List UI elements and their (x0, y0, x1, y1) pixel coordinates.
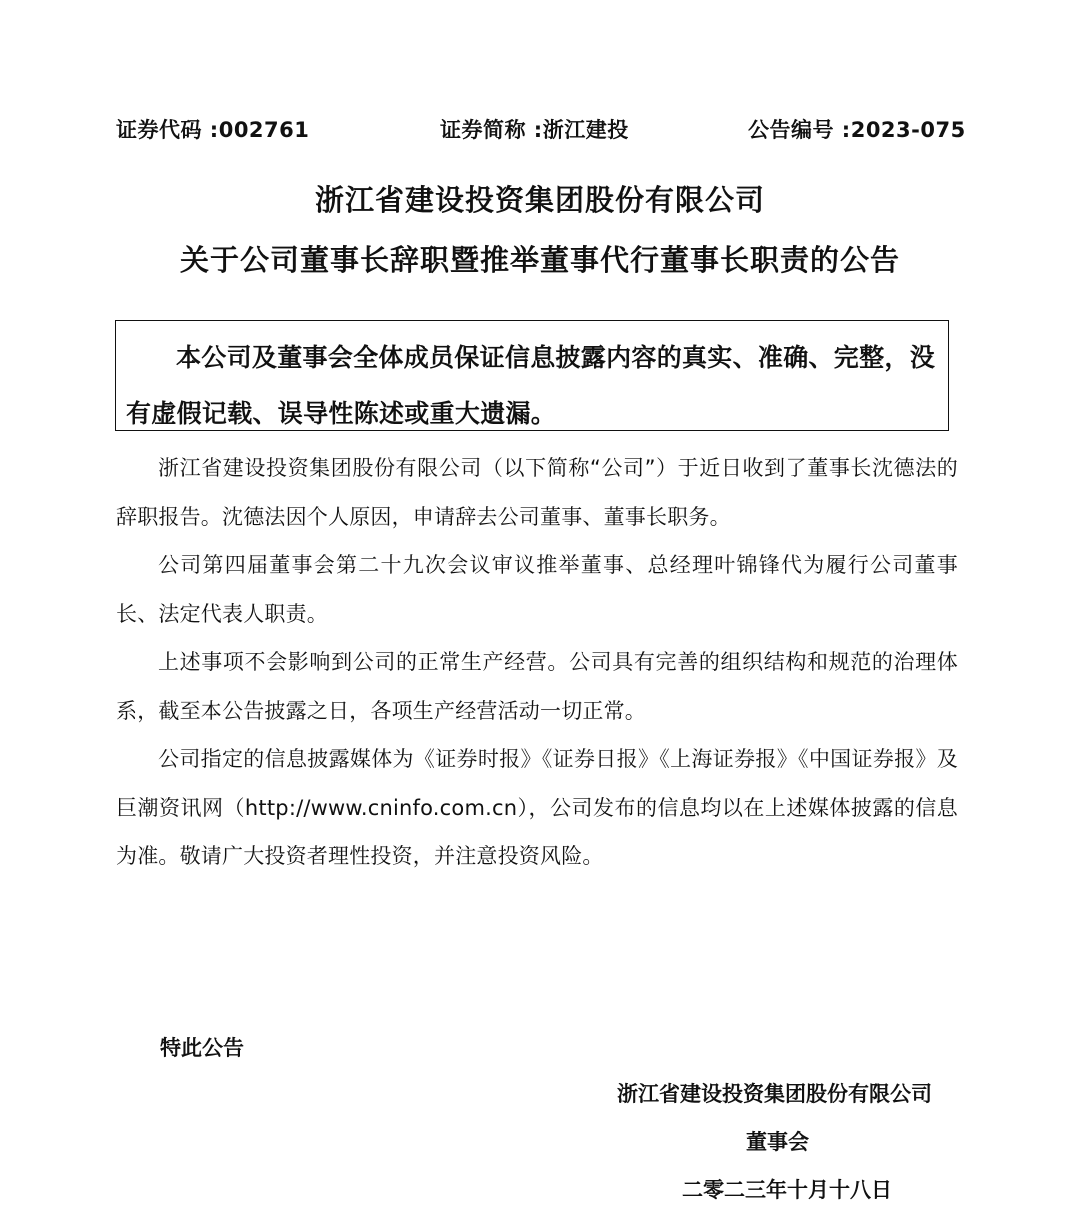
stock-short-name: 证券简称 :浙江建投 (440, 118, 629, 142)
closing-statement: 特此公告 (160, 1036, 244, 1060)
stock-code: 证券代码 :002761 (116, 118, 310, 142)
title-company: 浙江省建设投资集团股份有限公司 (314, 183, 765, 217)
paragraph-operations: 上述事项不会影响到公司的正常生产经营。公司具有完善的组织结构和规范的治理体系，截至本公告披露之日，各项生产经营活动一切正常。 (116, 650, 958, 723)
disclosure-notice-text: 本公司及董事会全体成员保证信息披露内容的真实、准确、完整，没有虚假记载、误导性陈述或重大遗漏。 (126, 343, 936, 428)
announcement-body (116, 444, 958, 881)
announcement-number: 公告编号 :2023-075 (748, 118, 966, 142)
paragraph-media: 公司指定的信息披露媒体为《证券时报》《证券日报》《上海证券报》《中国证券报》及巨潮资讯网（http://www.cninfo.com.cn），公司发布的信息均以在上述媒体披露的信息为准。敬请广大投资者理性投资，并注意投资风险。 (116, 747, 958, 868)
title-subject: 关于公司董事长辞职暨推举董事代行董事长职责的公告 (179, 243, 900, 277)
signature-date: 二零二三年十月十八日 (682, 1178, 892, 1202)
paragraph-acting-chairman: 公司第四届董事会第二十九次会议审议推举董事、总经理叶锦锋代为履行公司董事长、法定代表人职责。 (116, 553, 958, 626)
disclosure-notice-box (115, 320, 949, 431)
paragraph-resignation: 浙江省建设投资集团股份有限公司（以下简称“公司”）于近日收到了董事长沈德法的辞职报告。沈德法因个人原因，申请辞去公司董事、董事长职务。 (116, 456, 958, 529)
signature-company: 浙江省建设投资集团股份有限公司 (617, 1082, 932, 1106)
signature-board: 董事会 (746, 1130, 809, 1154)
